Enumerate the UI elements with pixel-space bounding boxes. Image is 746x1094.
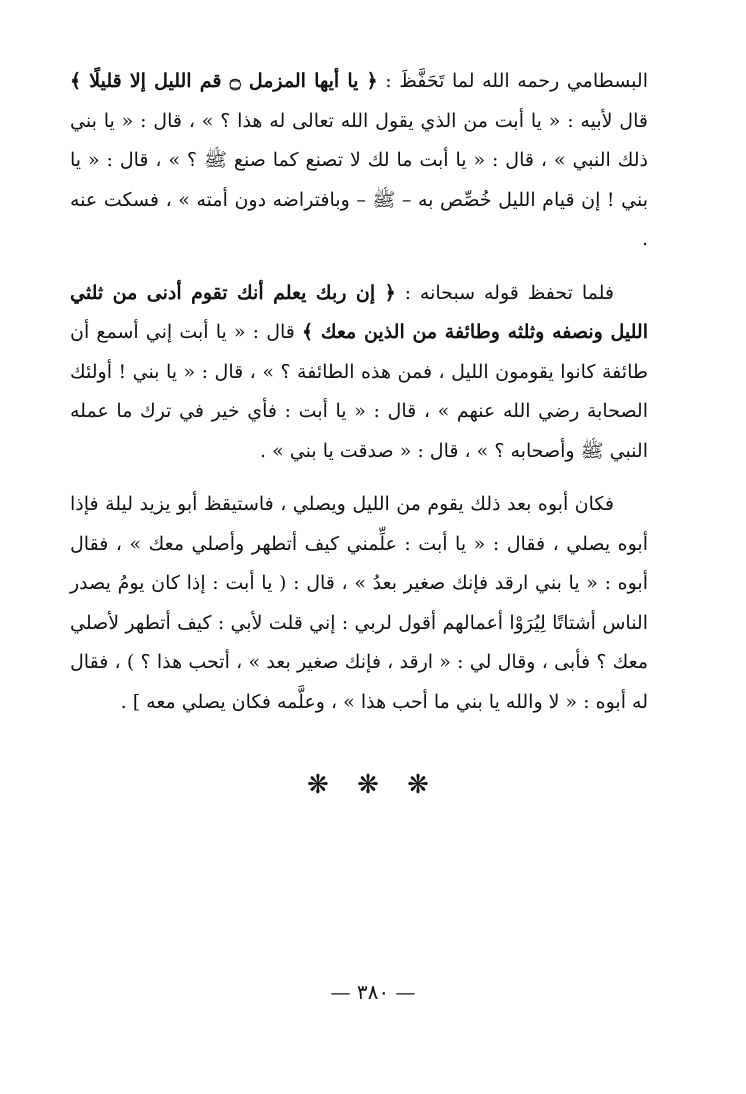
paragraph-2 <box>70 274 648 472</box>
paragraph-2-continuation: قال : « يا أبت إني أسمع أن طائفة كانوا يقومون الليل ، فمن هذه الطائفة ؟ » ، قال : « يا بني ! أولئك الصحابة رضي الله عنهم » ، قال : « يا أبت : فأي خير في ترك ما عمله النبي ﷺ وأصحابه ؟ » ، قال : « صدقت يا بني » . <box>70 321 648 462</box>
paragraph-1 <box>70 62 648 260</box>
section-divider-ornament: ❋ ❋ ❋ <box>307 770 439 800</box>
page-body <box>70 62 648 722</box>
paragraph-3-text: فكان أبوه بعد ذلك يقوم من الليل ويصلي ، فاستيقظ أبو يزيد ليلة فإذا أبوه يصلي ، فقال : « يا أبت : علِّمني كيف أتطهر وأصلي معك » ، فقال أبوه : « يا بني ارقد فإنك صغير بعدُ » ، قال : ( يا أبت : إذا كان يومُ يصدر الناس أشتاتًا لِيُرَوْا أعمالهم أقول لربي : إني قلت لأبي : كيف أتطهر لأصلي معك ؟ فأبى ، وقال لي : « ارقد ، فإنك صغير بعد » ، أتحب هذا ؟ ) ، فقال له أبوه : « لا والله يا بني ما أحب هذا » ، وعلَّمه فكان يصلي معه ] . <box>70 493 649 713</box>
quran-verse-inna-rabbaka: ﴿ إن ربك يعلم أنك تقوم أدنى من ثلثي الليل ونصفه وثلثه وطائفة من الذين معك ﴾ <box>70 281 648 343</box>
paragraph-1-continuation: قال لأبيه : « يا أبت من الذي يقول الله تعالى له هذا ؟ » ، قال : « يا بني ذلك النبي » ، قال : « يا أبت ما لك لا تصنع كما صنع ﷺ ؟ » ، قال : « يا بني ! إن قيام الليل خُصِّص به – ﷺ – وبافتراضه دون أمته » ، فسكت عنه . <box>70 109 648 250</box>
paragraph-3 <box>70 485 648 722</box>
paragraph-2-text: فلما تحفظ قوله سبحانه : <box>395 281 615 304</box>
page-number: — ٣٨٠ — <box>330 980 416 1004</box>
quran-verse-al-muzzammil: ﴿ يا أيها المزمل ۝ قم الليل إلا قليلًا ﴾ <box>70 70 378 92</box>
paragraph-1-text: البسطامي رحمه الله لما تَحَفَّظَ : <box>377 70 648 92</box>
